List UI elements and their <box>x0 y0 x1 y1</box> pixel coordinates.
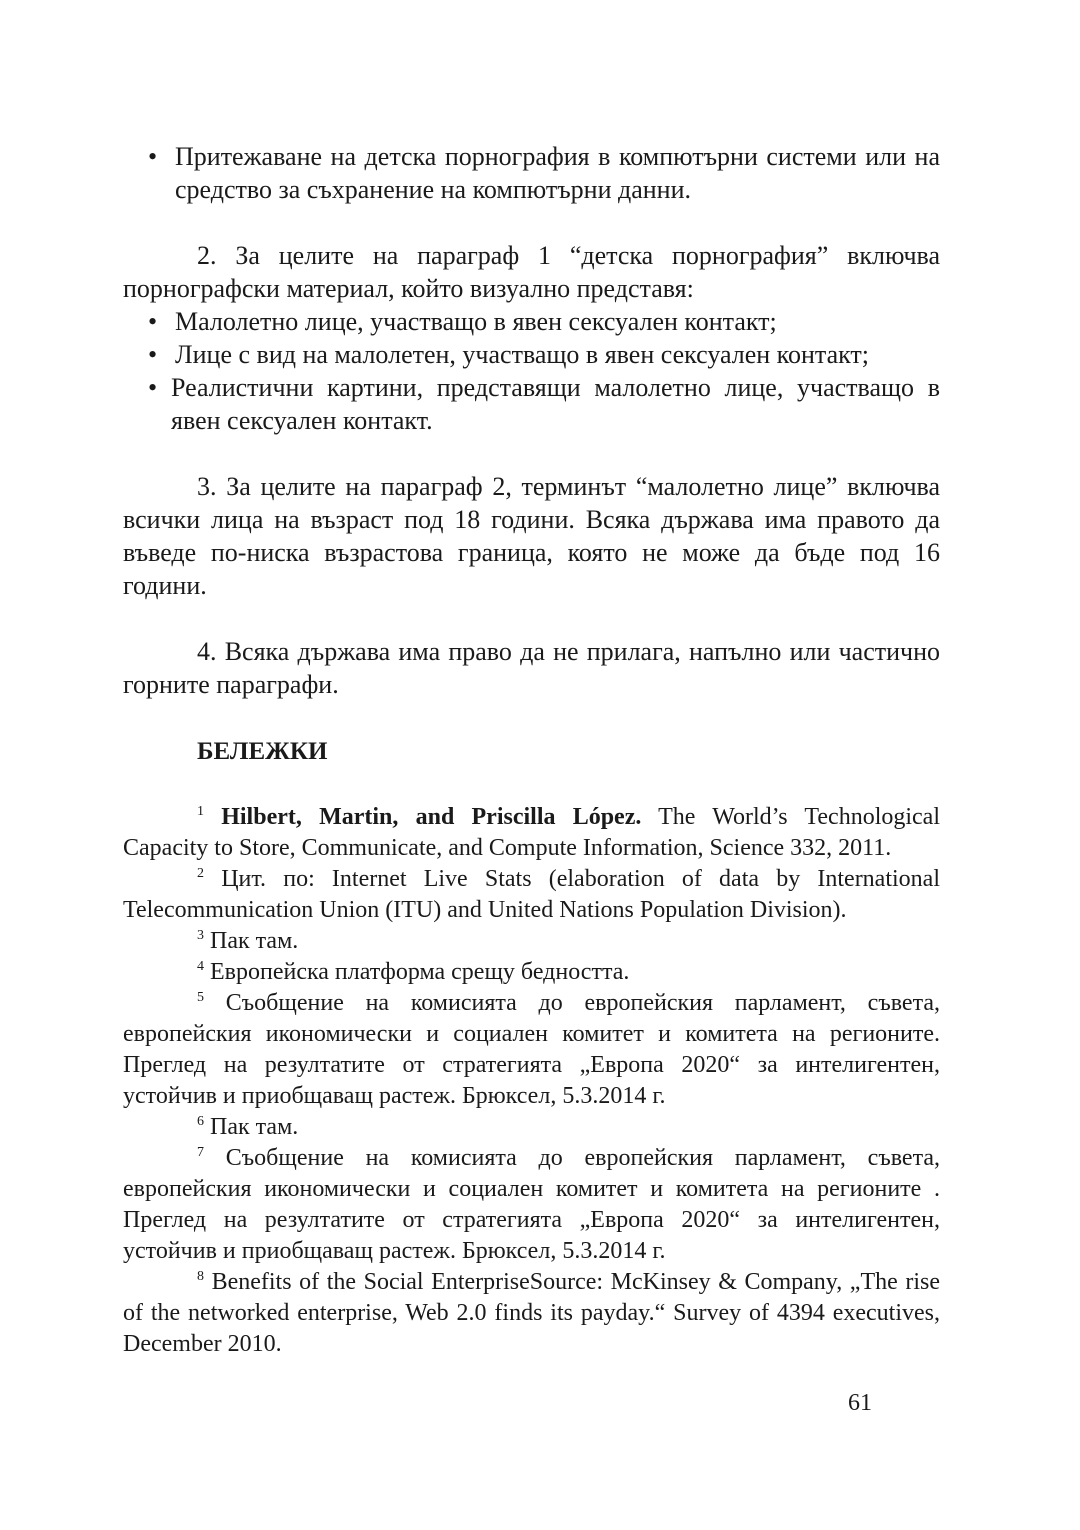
footnote-number: 2 <box>197 866 204 881</box>
footnote <box>123 957 940 988</box>
footnote-text: Benefits of the Social EnterpriseSource: McKinsey & Company, „The rise of the networked enterprise, Web 2.0 finds its payday.“ Survey of 4394 executives, December 2010. <box>123 1269 940 1357</box>
footnote <box>123 926 940 957</box>
footnote-number: 6 <box>197 1114 204 1129</box>
bullet-item <box>123 371 940 437</box>
bullet-text: Лице с вид на малолетен, участващо в явен сексуален контакт; <box>175 340 870 369</box>
footnote <box>123 1112 940 1143</box>
footnote <box>123 1143 940 1267</box>
bullet-marker: • <box>148 373 158 402</box>
paragraph-4: 4. Всяка държава има право да не прилага, напълно или частично горните параграфи. <box>123 637 940 699</box>
page-number: 61 <box>848 1390 872 1416</box>
footnote <box>123 864 940 926</box>
footnote <box>123 1267 940 1360</box>
bullet-text: Малолетно лице, участващо в явен сексуален контакт; <box>175 307 777 336</box>
main-text <box>123 140 940 701</box>
footnote-author: Hilbert, Martin, and Priscilla López. <box>221 804 642 830</box>
footnote-text: Цит. по: Internet Live Stats (elaboration of data by International Telecommunication Union (ITU) and United Nations Population Division). <box>123 866 940 923</box>
footnote-text: Европейска платформа срещу бедността. <box>210 959 630 985</box>
bullet-item <box>123 305 940 338</box>
footnote-number: 3 <box>197 928 204 943</box>
footnote-number: 7 <box>197 1145 204 1160</box>
bullet-item <box>123 140 940 206</box>
document-page <box>123 140 940 1360</box>
footnote <box>123 988 940 1112</box>
footnote-number: 8 <box>197 1269 204 1284</box>
bullet-marker: • <box>148 340 158 369</box>
bullet-item <box>123 338 940 371</box>
bullet-marker: • <box>148 307 158 336</box>
footnote-number: 5 <box>197 990 204 1005</box>
bullet-text: Притежаване на детска порнография в компютърни системи или на средство за съхранение на компютърни данни. <box>175 142 940 204</box>
footnote-text: Съобщение на комисията до европейския парламент, съвета, европейския икономически и социален комитет и комитета на регионите . Преглед на резултатите от стратегията „Европа 2020“ за интелигентен, устойчив и приобщаващ растеж. Брюксел, 5.3.2014 г. <box>123 1145 941 1264</box>
footnote-number: 4 <box>197 959 204 974</box>
footnote-text: Съобщение на комисията до европейския парламент, съвета, европейския икономически и социален комитет и комитета на регионите. Преглед на резултатите от стратегията „Европа 2020“ за интелигентен, устойчив и приобщаващ растеж. Брюксел, 5.3.2014 г. <box>123 990 941 1109</box>
footnotes <box>123 802 940 1360</box>
paragraph-2: 2. За целите на параграф 1 “детска порнография” включва порнографски материал, който визуално представя: <box>123 241 940 303</box>
footnote-text: The World’s Technological Capacity to Store, Communicate, and Compute Information, Science 332, 2011. <box>123 804 940 861</box>
footnote-text: Пак там. <box>210 1114 299 1140</box>
paragraph-3: 3. За целите на параграф 2, терминът “малолетно лице” включва всички лица на възраст под 18 години. Всяка държава има правото да въведе по-ниска възрастова граница, която не може да бъде под 16 години. <box>123 472 940 600</box>
footnote <box>123 802 940 864</box>
notes-heading: БЕЛЕЖКИ <box>197 738 328 765</box>
footnote-text: Пак там. <box>210 928 299 954</box>
footnote-number: 1 <box>197 804 204 819</box>
bullet-text: Реалистични картини, представящи малолетно лице, участващо в явен сексуален контакт. <box>171 373 940 435</box>
bullet-marker: • <box>148 142 158 171</box>
